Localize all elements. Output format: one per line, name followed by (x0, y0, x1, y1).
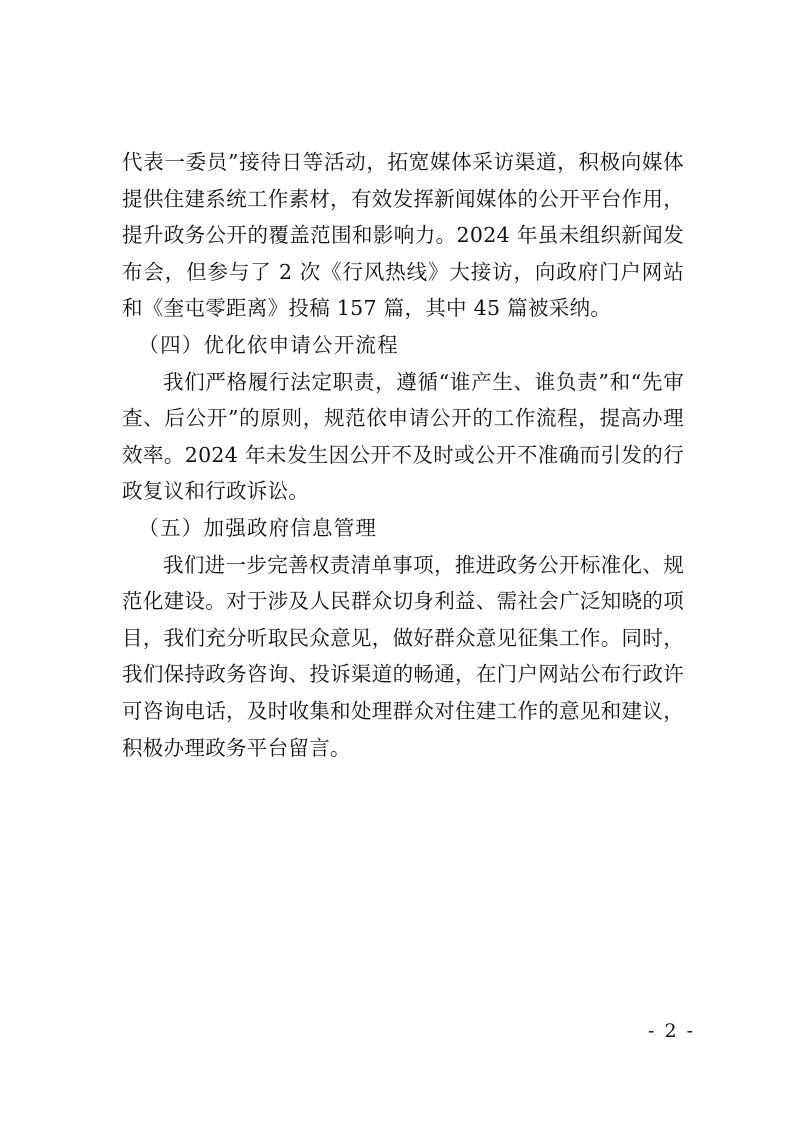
section-heading-five: （五）加强政府信息管理 (138, 515, 378, 540)
page-number: - 2 - (647, 1020, 695, 1042)
section-heading-four: （四）优化依申请公开流程 (138, 332, 399, 357)
document-body (122, 144, 684, 766)
paragraph-continuation: 代表一委员”接待日等活动，拓宽媒体采访渠道，积极向媒体提供住建系统工作素材，有效发挥新闻媒体的公开平台作用，提升政务公开的覆盖范围和影响力。2024 年虽未组织新闻发布会，但参与了 2 次《行风热线》大接访，向政府门户网站和《奎屯零距离》投稿 157 篇，其中 45 篇被采纳。 (122, 150, 684, 321)
paragraph-application-process: 我们严格履行法定职责，遵循“谁产生、谁负责”和“先审查、后公开”的原则，规范依申请公开的工作流程，提高办理效率。2024 年未发生因公开不及时或公开不准确而引发的行政复议和行政诉讼。 (122, 369, 684, 504)
paragraph-information-management: 我们进一步完善权责清单事项，推进政务公开标准化、规范化建设。对于涉及人民群众切身利益、需社会广泛知晓的项目，我们充分听取民众意见，做好群众意见征集工作。同时，我们保持政务咨询、投诉渠道的畅通，在门户网站公布行政许可咨询电话，及时收集和处理群众对住建工作的意见和建议，积极办理政务平台留言。 (122, 552, 684, 760)
